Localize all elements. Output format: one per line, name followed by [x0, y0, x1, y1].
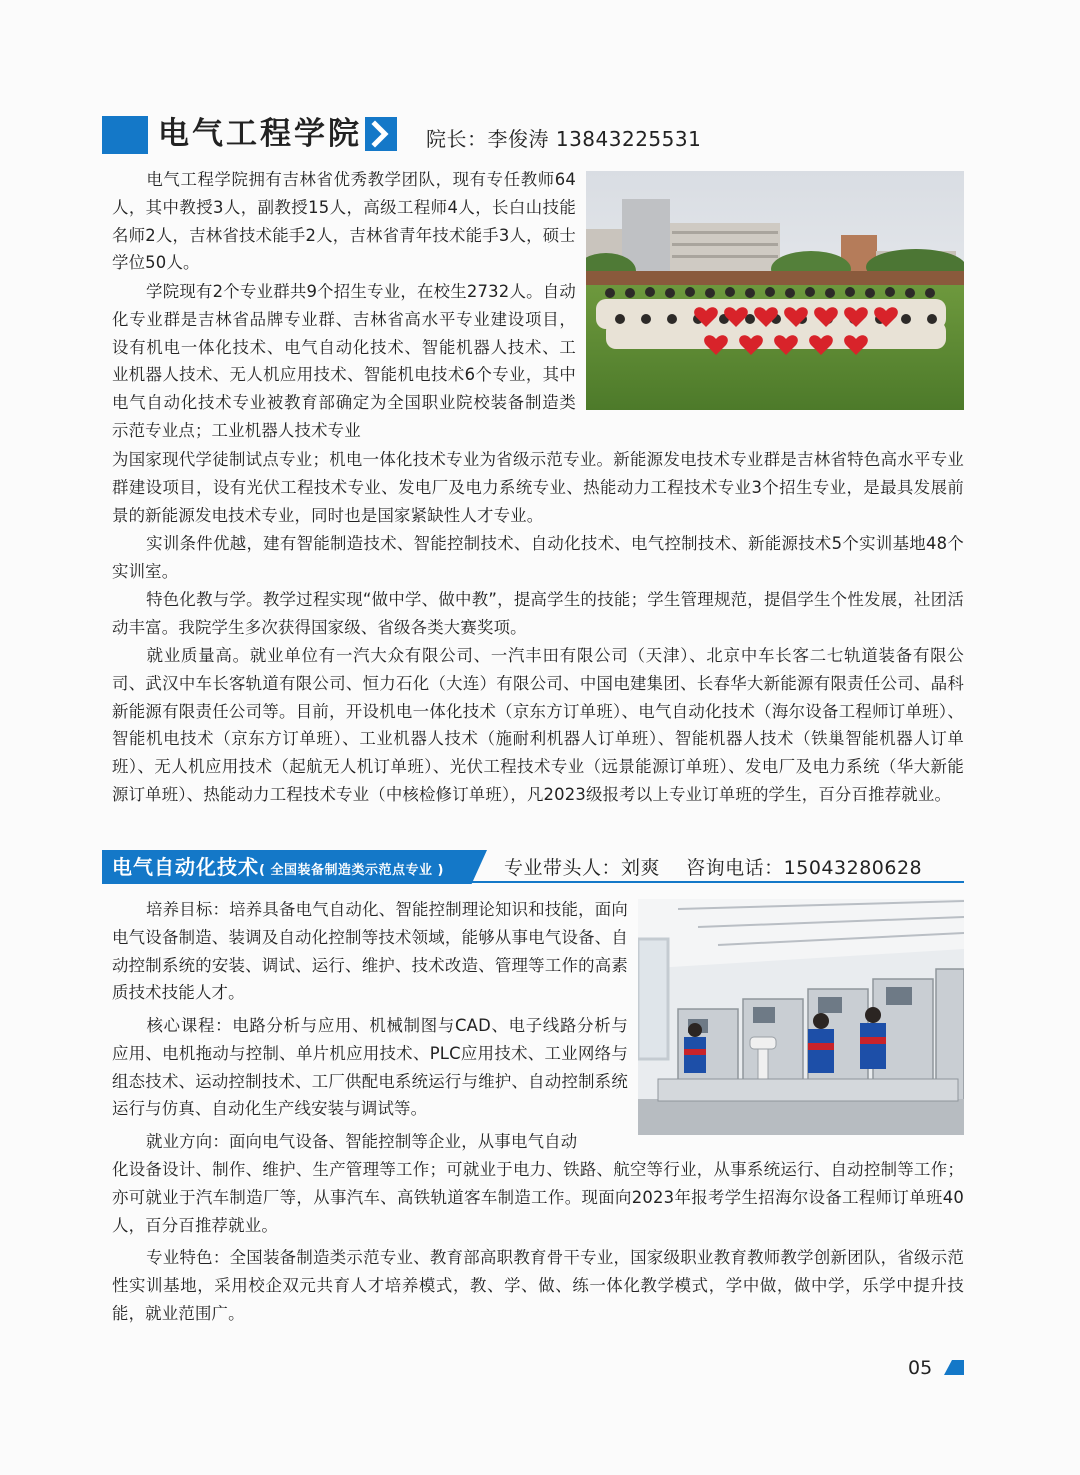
title-bar-square [102, 116, 148, 154]
major-paragraph: 化设备设计、制作、维护、生产管理等工作；可就业于电力、铁路、航空等行业，从事系统运行、自动控制等工作；亦可就业于汽车制造厂等，从事汽车、高铁轨道客车制造工作。现面向2023年报考学生招海尔设备工程师订单班40人，百分百推荐就业。 [112, 1160, 964, 1235]
chevron-right-icon [365, 117, 397, 151]
dean-info: 院长：李俊涛 13843225531 [426, 127, 702, 151]
faculty-group-photo [586, 171, 964, 410]
major-contact: 专业带头人：刘爽 咨询电话：15043280628 [504, 857, 923, 879]
major-name: 电气自动化技术 [112, 855, 259, 879]
page-number: 05 [908, 1357, 933, 1379]
intro-paragraph: 电气工程学院拥有吉林省优秀教学团队，现有专任教师64人，其中教授3人，副教授15人，高级工程师4人，长白山技能名师2人，吉林省技术能手2人，吉林省青年技术能手3人，硕士学位50人。 [112, 170, 576, 273]
major-paragraph: 就业方向：面向电气设备、智能控制等企业，从事电气自动 [146, 1132, 578, 1151]
intro-paragraph: 为国家现代学徒制试点专业；机电一体化技术专业为省级示范专业。新能源发电技术专业群是吉林省特色高水平专业群建设项目，设有光伏工程技术专业、发电厂及电力系统专业、热能动力工程技术专业3个招生专业，是最具发展前景的新能源发电技术专业，同时也是国家紧缺性人才专业。 [112, 450, 964, 525]
college-title: 电气工程学院 [158, 116, 362, 152]
major-subtitle: ( 全国装备制造类示范点专业 ) [259, 863, 444, 878]
major-paragraph: 专业特色：全国装备制造类示范专业、教育部高职教育骨干专业，国家级职业教育教师教学创新团队，省级示范性实训基地，采用校企双元共育人才培养模式，教、学、做、练一体化教学模式，学中做，做中学，乐学中提升技能，就业范围广。 [112, 1248, 964, 1323]
intro-paragraph: 就业质量高。就业单位有一汽大众有限公司、一汽丰田有限公司（天津）、北京中车长客二七轨道装备有限公司、武汉中车长客轨道有限公司、恒力石化（大连）有限公司、中国电建集团、长春华大新能源有限责任公司、晶科新能源有限责任公司等。目前，开设机电一体化技术（京东方订单班）、电气自动化技术（海尔设备工程师订单班）、智能机电技术（京东方订单班）、工业机器人技术（施耐利机器人订单班）、智能机器人技术（铁巢智能机器人订单班）、无人机应用技术（起航无人机订单班）、光伏工程技术专业（远景能源订单班）、发电厂及电力系统（华大新能源订单班）、热能动力工程技术专业（中核检修订单班），凡2023级报考以上专业订单班的学生，百分百推荐就业。 [112, 646, 964, 804]
intro-paragraph: 特色化教与学。教学过程实现“做中学、做中教”，提高学生的技能；学生管理规范，提倡学生个性发展，社团活动丰富。我院学生多次获得国家级、省级各类大赛奖项。 [112, 590, 964, 637]
page-number-mark [944, 1360, 964, 1375]
intro-paragraph: 实训条件优越，建有智能制造技术、智能控制技术、自动化技术、电气控制技术、新能源技术5个实训基地48个实训室。 [112, 534, 964, 581]
major-paragraph: 培养目标：培养具备电气自动化、智能控制理论知识和技能，面向电气设备制造、装调及自动化控制等技术领域，能够从事电气设备、自动控制系统的安装、调试、运行、维护、技术改造、管理等工作的高素质技术技能人才。 [112, 900, 628, 1003]
major-underline [102, 881, 964, 883]
major-paragraph: 核心课程：电路分析与应用、机械制图与CAD、电子线路分析与应用、电机拖动与控制、单片机应用技术、PLC应用技术、工业网络与组态技术、运动控制技术、工厂供配电系统运行与维护、自动控制系统运行与仿真、自动化生产线安装与调试等。 [112, 1016, 628, 1119]
intro-paragraph: 学院现有2个专业群共9个招生专业，在校生2732人。自动化专业群是吉林省品牌专业群、吉林省高水平专业建设项目，设有机电一体化技术、电气自动化技术、智能机器人技术、工业机器人技术、无人机应用技术、智能机电技术6个专业，其中电气自动化技术专业被教育部确定为全国职业院校装备制造类示范专业点；工业机器人技术专业 [112, 282, 576, 440]
training-lab-photo [638, 899, 964, 1135]
